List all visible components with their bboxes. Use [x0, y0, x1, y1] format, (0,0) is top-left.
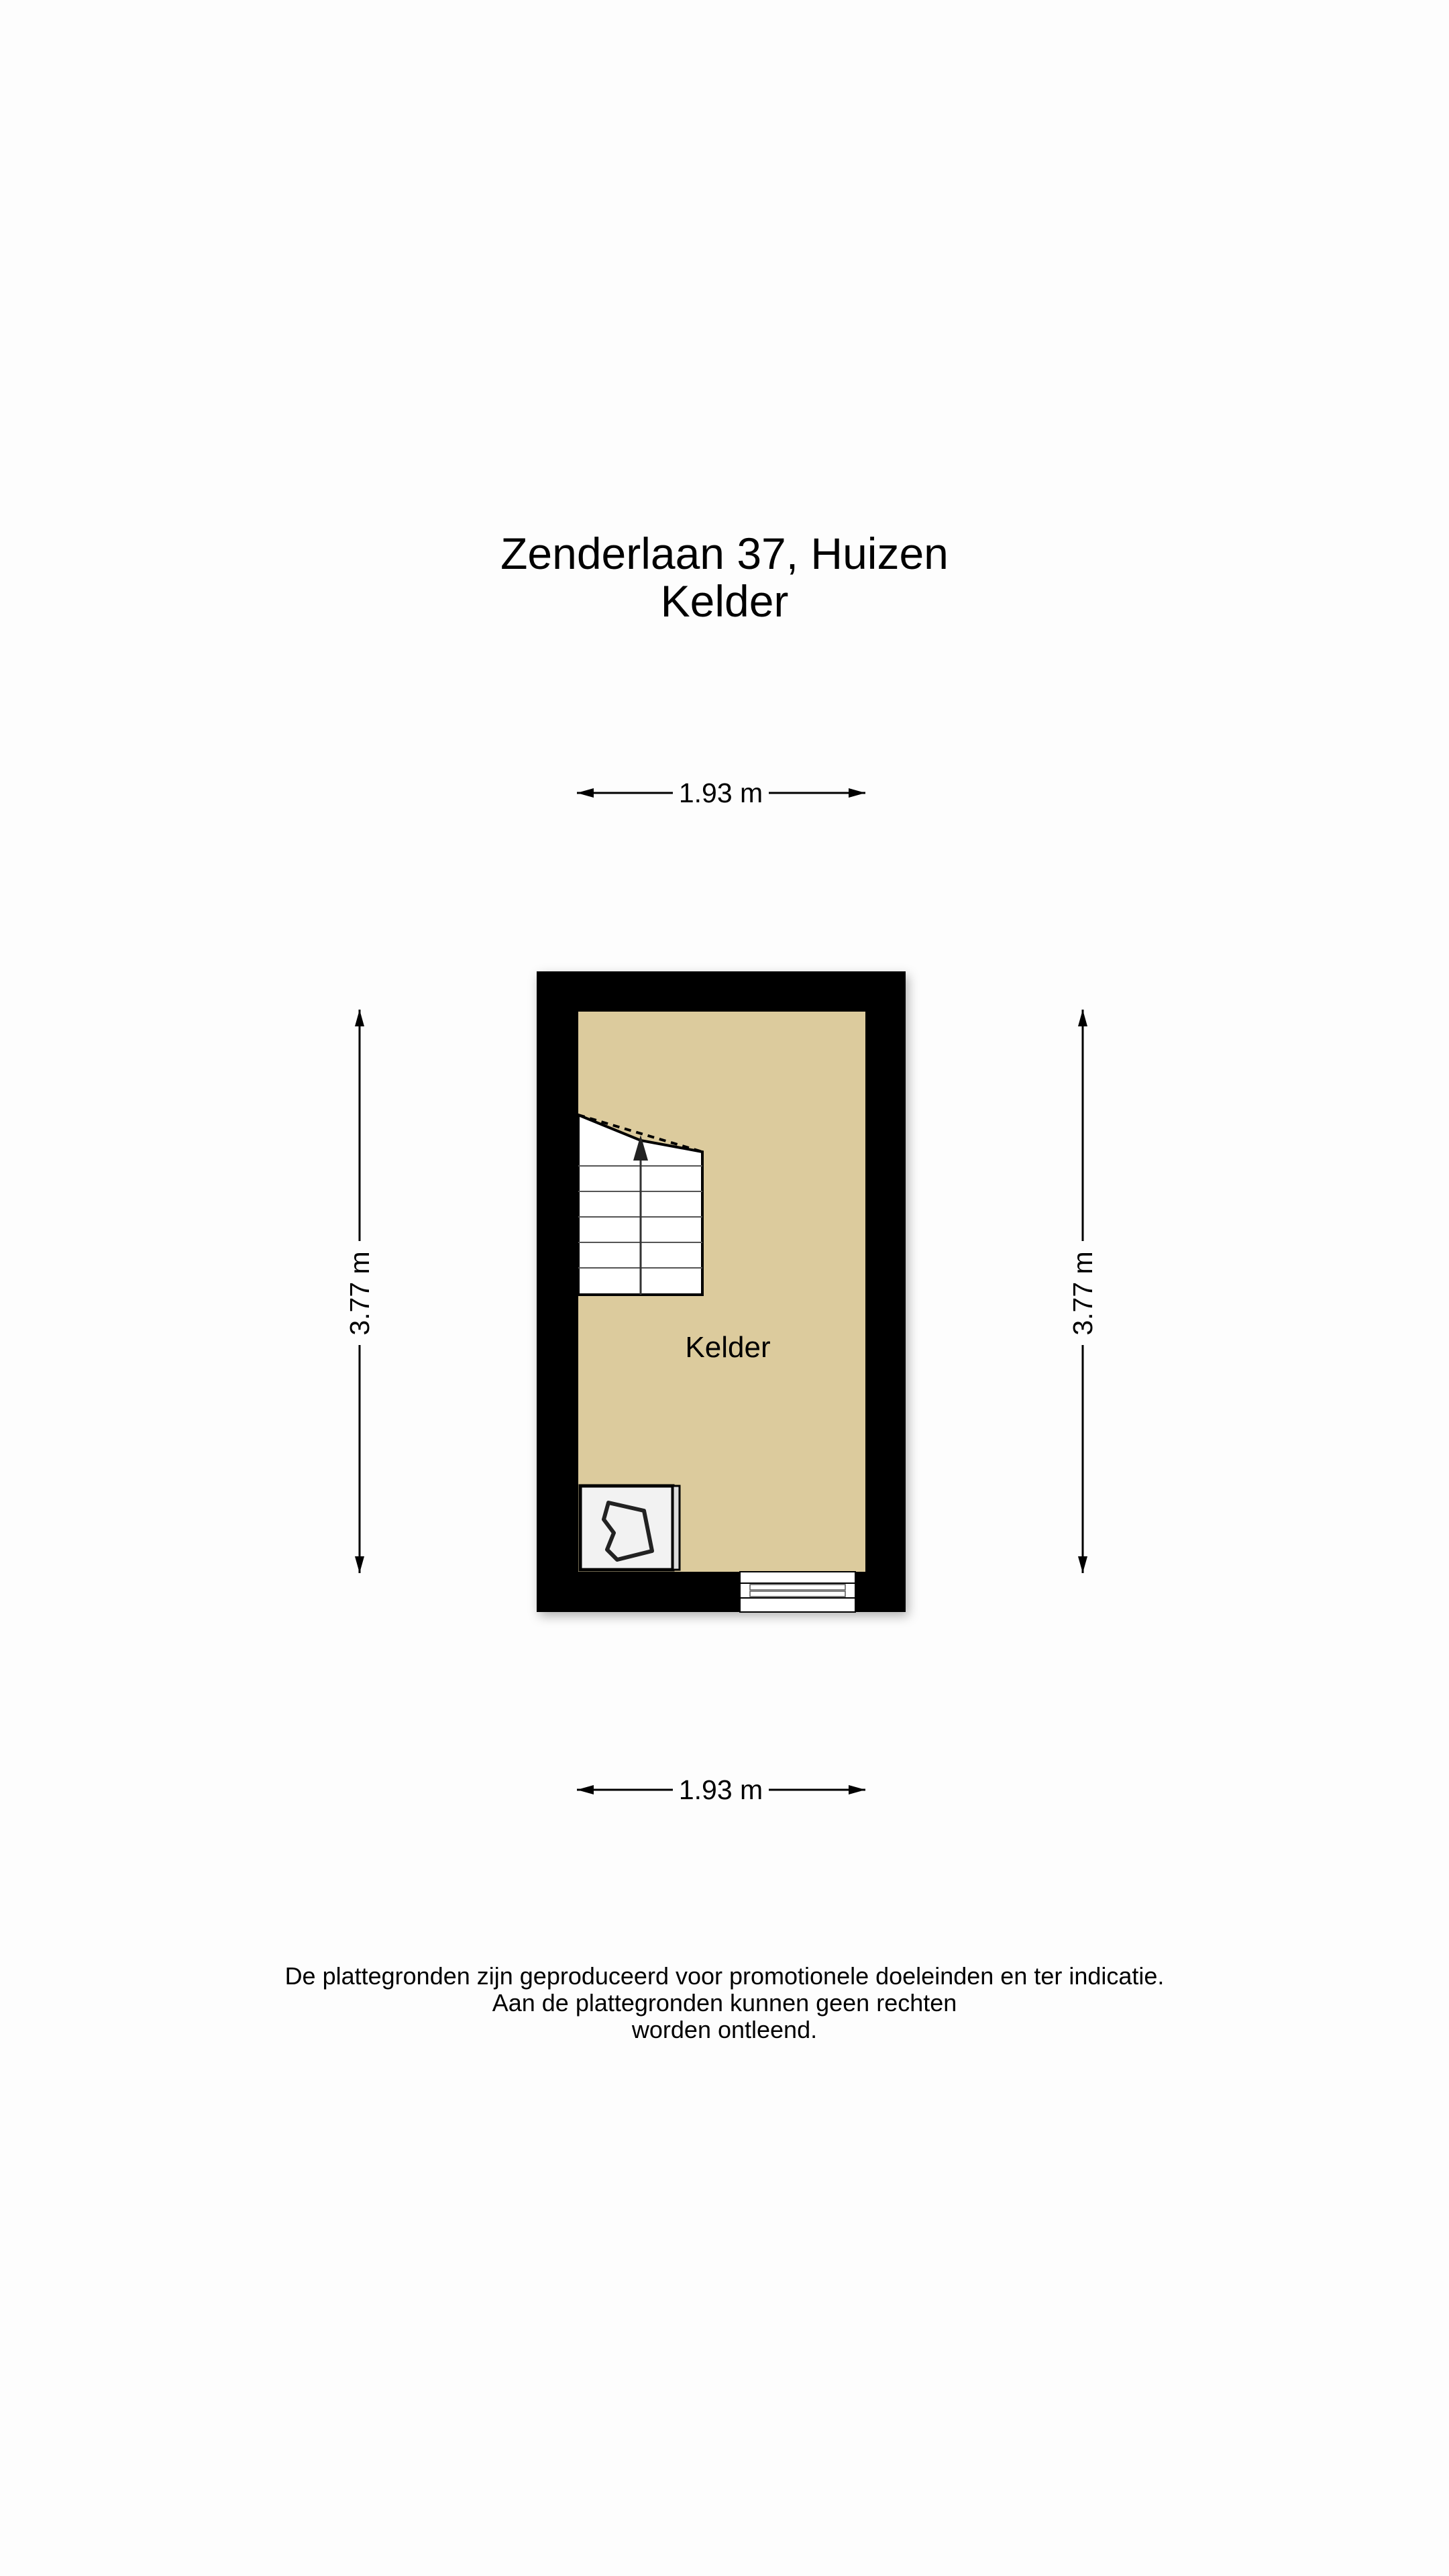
- room-label-kelder: Kelder: [685, 1331, 771, 1364]
- disclaimer-line-3: worden ontleend.: [631, 2016, 818, 2043]
- bottom-dimension-label: 1.93 m: [678, 1774, 763, 1805]
- washing-machine-icon: [580, 1486, 680, 1570]
- plan-title-address: Zenderlaan 37, Huizen: [500, 529, 949, 578]
- window-icon: [740, 1572, 855, 1612]
- top-dimension-label: 1.93 m: [678, 777, 763, 808]
- disclaimer-line-1: De plattegronden zijn geproduceerd voor promotionele doeleinden en ter indicatie.: [284, 1962, 1165, 1990]
- plan-title-floor: Kelder: [660, 576, 789, 626]
- disclaimer-line-2: Aan de plattegronden kunnen geen rechten: [492, 1989, 957, 2017]
- right-dimension-label: 3.77 m: [1067, 1251, 1098, 1336]
- left-dimension-label: 3.77 m: [344, 1251, 375, 1336]
